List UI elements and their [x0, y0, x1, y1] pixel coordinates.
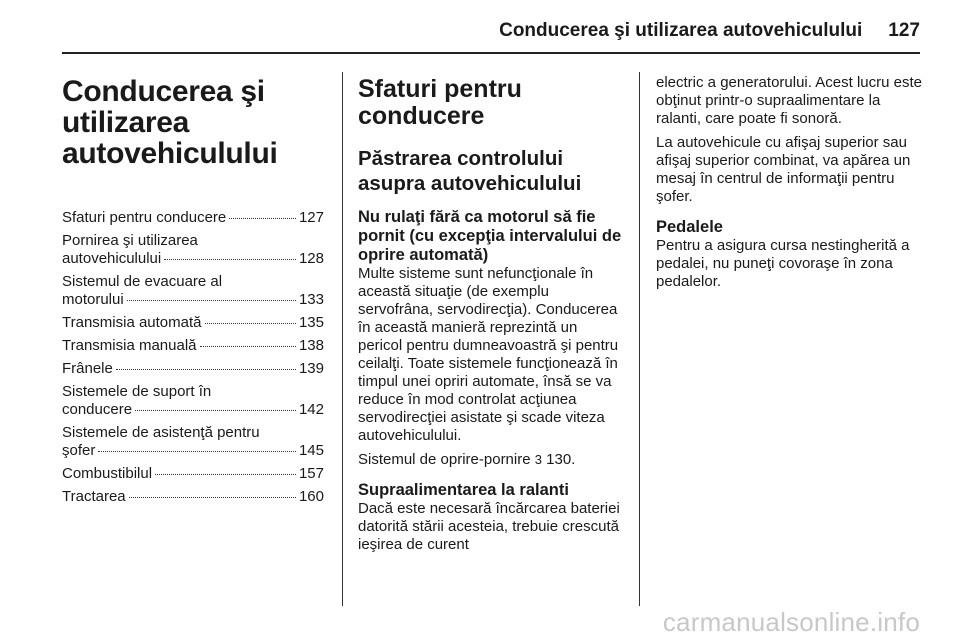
chapter-title-line: autovehiculului [62, 137, 278, 170]
toc-entry-label: Sistemele de asistenţă pentru [62, 424, 260, 441]
toc-entry-label: Transmisia manuală [62, 337, 197, 354]
toc-entry[interactable] [62, 209, 324, 227]
toc-page-number: 127 [298, 209, 324, 226]
dot-leader [129, 497, 296, 498]
table-of-contents [62, 209, 324, 506]
paragraph: Pentru a asigura cursa nestingherită a pedalei, nu puneţi covoraşe în zona pedalelor. [656, 237, 910, 290]
column-divider [342, 72, 343, 606]
running-title: Conducerea şi utilizarea autovehiculului [499, 20, 863, 41]
dot-leader [205, 323, 296, 324]
toc-entry[interactable] [62, 383, 324, 419]
toc-page-number: 133 [298, 291, 324, 308]
subsection-title: Păstrarea controlului asupra autovehiculului [358, 147, 582, 195]
toc-entry-label: Sistemul de evacuare al [62, 273, 223, 290]
heading-idle-boost: Supraalimentarea la ralanti [358, 481, 569, 499]
reference-page: 130. [546, 451, 576, 468]
toc-page-number: 139 [298, 360, 324, 377]
dot-leader [127, 300, 296, 301]
toc-entry[interactable] [62, 465, 324, 483]
toc-entry[interactable] [62, 337, 324, 355]
page-header [62, 16, 920, 46]
toc-entry[interactable] [62, 314, 324, 332]
column-divider [639, 72, 640, 606]
toc-page-number: 135 [298, 314, 324, 331]
page-number: 127 [888, 20, 920, 41]
dot-leader [116, 369, 296, 370]
reference-text: Sistemul de oprire-pornire [358, 451, 531, 468]
toc-entry-label: Frânele [62, 360, 113, 377]
toc-page-number: 128 [298, 250, 324, 267]
dot-leader [135, 410, 296, 411]
dot-leader [155, 474, 296, 475]
chapter-title-line: utilizarea [62, 106, 190, 139]
heading-pedals: Pedalele [656, 218, 723, 236]
toc-entry-label: Transmisia automată [62, 314, 202, 331]
toc-entry[interactable] [62, 273, 324, 309]
watermark: carmanualsonline.info [662, 607, 920, 637]
cross-reference[interactable] [358, 451, 622, 469]
paragraph: Dacă este necesară încărcarea bateriei datorită stării acesteia, trebuie crescută ieşirea de curent [358, 500, 620, 553]
header-rule [62, 52, 920, 54]
chapter-title-line: Conducerea şi [62, 75, 265, 108]
section-title: Sfaturi pentru conducere [358, 75, 522, 130]
toc-entry[interactable] [62, 232, 324, 268]
toc-entry-label: Sistemele de suport în [62, 383, 212, 400]
toc-entry[interactable] [62, 424, 324, 460]
chapter-title [62, 76, 324, 169]
toc-page-number: 157 [298, 465, 324, 482]
paragraph: electric a generatorului. Acest lucru este obţinut printr-o supraalimentare la ralanti, care poate fi sonoră. [656, 74, 922, 127]
dot-leader [229, 218, 296, 219]
toc-entry-label: şofer [62, 442, 96, 459]
toc-page-number: 160 [298, 488, 324, 505]
toc-entry[interactable] [62, 488, 324, 506]
toc-column [62, 74, 324, 511]
toc-entry-label: Sfaturi pentru conducere [62, 209, 227, 226]
dot-leader [98, 451, 296, 452]
toc-entry-label: conducere [62, 401, 133, 418]
content-column-left [358, 74, 622, 560]
toc-entry-label: Tractarea [62, 488, 126, 505]
paragraph: La autovehicule cu afişaj superior sau afişaj superior combinat, va apărea un mesaj în centrul de informaţii pentru şofer. [656, 134, 911, 205]
toc-entry-label: Pornirea şi utilizarea [62, 232, 198, 249]
toc-page-number: 142 [298, 401, 324, 418]
arrow-icon: 3 [534, 452, 542, 467]
toc-entry[interactable] [62, 360, 324, 378]
toc-entry-label: Combustibilul [62, 465, 153, 482]
toc-page-number: 145 [298, 442, 324, 459]
toc-entry-label: autovehiculului [62, 250, 162, 267]
toc-entry-label: motorului [62, 291, 124, 308]
content-column-right [656, 74, 922, 297]
toc-page-number: 138 [298, 337, 324, 354]
dot-leader [200, 346, 296, 347]
paragraph: Multe sisteme sunt nefuncţionale în această situaţie (de exemplu servofrâna, servodirecţia). Conducerea în această manieră reprezintă un pericol pentru dumneavoastră şi pentru ceilalţi. Toate sistemele funcţionează în timpul unei opriri automate, însă se va reduce în mod controlat acţiunea servodirecţiei asistate şi scade viteza autovehiculului. [358, 265, 619, 444]
heading-engine-off: Nu rulaţi fără ca motorul să fie pornit (cu excepţia intervalului de oprire automată) [358, 208, 622, 264]
dot-leader [164, 259, 296, 260]
